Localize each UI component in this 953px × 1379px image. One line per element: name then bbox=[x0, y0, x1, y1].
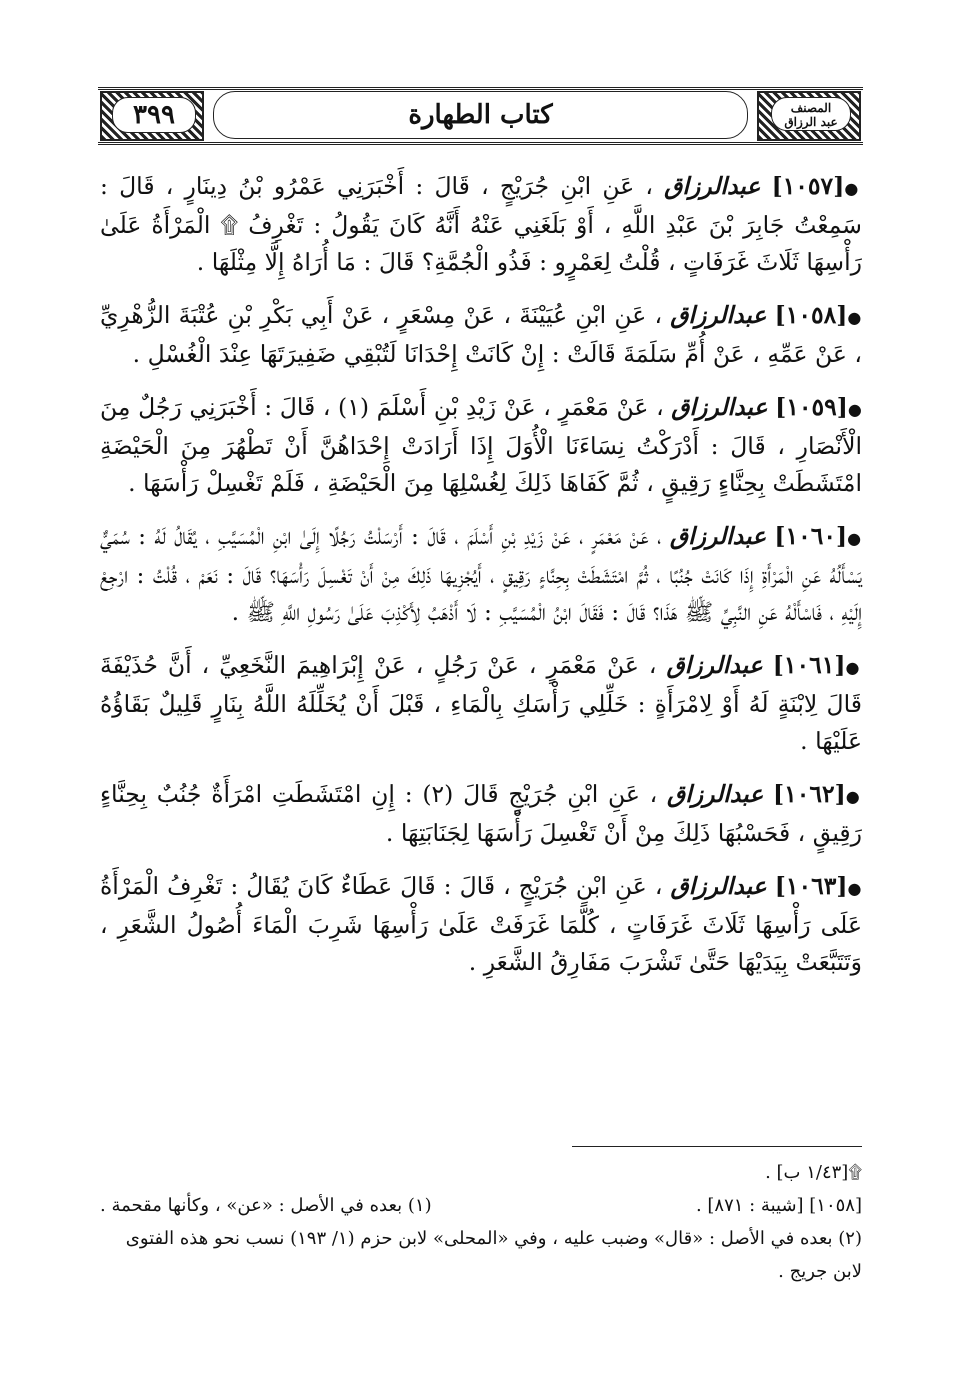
footnotes bbox=[100, 1156, 862, 1288]
footnote-row bbox=[100, 1189, 862, 1222]
hadith-narrator: عبدالرزاق bbox=[670, 301, 767, 329]
hadith-text: ، عَنِ ابْنِ جُرَيْجٍ قَالَ (٢) : إِنِ امْتَشَطَتِ امْرَأَةٌ جُنُبٌ بِحِنَّاءٍ رَقِيقٍ ، فَحَسْبُهَا ذَلِكَ مِنْ أَنْ تَغْسِلَ رَأْسَهَا لِجَنَابَتِهَا . bbox=[100, 780, 862, 847]
hadith-text: ، عَنْ مَعْمَرٍ ، عَنْ رَجُلٍ ، عَنْ إِبْرَاهِيمَ النَّخَعِيِّ ، أَنَّ حُذَيْفَةَ قَالَ لِابْنَةٍ لَهُ أَوْ لِامْرَأَةٍ : خَلِّلِي رَأْسَكِ بِالْمَاءِ ، قَبْلَ أَنْ يُخَلِّلَهُ اللَّهُ بِنَارٍ قَلِيلٌ بَقَاؤُهُ عَلَيْهَا . bbox=[100, 651, 862, 755]
bullet-icon: ● bbox=[844, 179, 862, 198]
footnote-folio: ۩[١/٤٣ ب] . bbox=[765, 1162, 862, 1183]
hadith-1059 bbox=[100, 389, 862, 502]
hadith-number: [١٠٥٩] bbox=[775, 393, 848, 421]
hadith-1058 bbox=[100, 297, 862, 373]
hadith-text: ، عَنِ ابْنِ جُرَيْجٍ ، قَالَ : أَخْبَرَنِي عَمْرُو بْنُ دِينَارٍ ، قَالَ : سَمِعْتُ جَابِرَ بْنَ عَبْدِ اللَّهِ ، أَوْ بَلَغَنِي عَنْهُ أَنَّهُ كَانَ يَقُولُ : تَغْرِفُ ۩ الْمَرْأَةُ عَلَىٰ رَأْسِهَا ثَلَاثَ غَرَفَاتٍ ، قُلْتُ لِعَمْرٍو : فَذُو الْجُمَّةِ؟ قَالَ : مَا أُرَاهُ إِلَّا مِثْلَهَا . bbox=[100, 172, 862, 276]
hadith-1062 bbox=[100, 776, 862, 852]
hadith-narrator: عبدالرزاق bbox=[664, 172, 761, 200]
hadith-narrator: عبدالرزاق bbox=[670, 872, 767, 900]
hadith-narrator: عبدالرزاق bbox=[669, 522, 767, 550]
hadith-1061 bbox=[100, 647, 862, 760]
bullet-icon: ● bbox=[847, 529, 862, 548]
hadith-number: [١٠٥٨] bbox=[774, 301, 848, 329]
hadith-1060 bbox=[100, 518, 862, 631]
bullet-icon: ● bbox=[845, 787, 862, 806]
footnote-divider bbox=[572, 1146, 862, 1147]
bullet-icon: ● bbox=[847, 400, 862, 419]
hadith-number: [١٠٦٠] bbox=[774, 522, 848, 550]
hadith-number: [١٠٦١] bbox=[772, 651, 846, 679]
hadith-narrator: عبدالرزاق bbox=[666, 651, 763, 679]
hadith-list bbox=[100, 168, 862, 997]
hadith-1063 bbox=[100, 868, 862, 981]
hadith-1057 bbox=[100, 168, 862, 281]
hadith-text: ، عَنْ مَعْمَرٍ ، عَنْ زَيْدِ بْنِ أَسْلَمَ ، قَالَ : أَرْسَلْتُ رَجُلًا إِلَىٰ ابْنِ الْمُسَيَّبِ ، يُقَالُ لَهُ : سُمَيٌّ يَسْأَلُهُ عَنِ الْمَرْأَةِ إِذَا كَانَتْ جُنُبًا ، ثُمَّ امْتَشَطَتْ بِحِنَّاءٍ رَقِيقٍ ، أَيُجْزِيهَا ذَلِكَ مِنْ أَنْ تَغْسِلَ رَأْسَهَا؟ قَالَ : نَعَمْ ، قُلْتُ : ارْجِعْ إِلَيْهِ ، فَاسْأَلْهُ عَنِ النَّبِيِّ ﷺ هَذَا؟ قَالَ : فَقَالَ ابْنُ الْمُسَيَّبِ : لَا أَذْهَبُ لِأَكْذِبَ عَلَىٰ رَسُولِ اللَّهِ ﷺ . bbox=[100, 522, 862, 626]
page-header bbox=[98, 87, 863, 145]
bullet-icon: ● bbox=[847, 308, 862, 327]
book-logo bbox=[771, 97, 851, 131]
hadith-narrator: عبدالرزاق bbox=[667, 780, 764, 808]
hadith-text: ، عَنْ مَعْمَرٍ ، عَنْ زَيْدِ بْنِ أَسْلَمَ (١) ، قَالَ : أَخْبَرَنِي رَجُلٌ مِنَ الْأَنْصَارِ ، قَالَ : أَدْرَكْتُ نِسَاءَنَا الْأُوَلَ إِذَا أَرَادَتْ إِحْدَاهُنَّ أَنْ تَطْهُرَ مِنَ الْحَيْضَةِ امْتَشَطَتْ بِحِنَّاءٍ رَقِيقٍ ، ثُمَّ كَفَاهَا ذَلِكَ لِغُسْلِهَا مِنَ الْحَيْضَةِ ، فَلَمْ تَغْسِلْ رَأْسَهَا . bbox=[100, 393, 862, 497]
footnote-1: (١) بعده في الأصل : «عن» ، وكأنها مقحمة . bbox=[100, 1195, 432, 1216]
footnote-2: (٢) بعده في الأصل : «قال» وضبب عليه ، وفي «المحلى» لابن حزم (١/ ١٩٣) نسب نحو هذه الفتوى لابن جريج . bbox=[125, 1228, 862, 1282]
hadith-number: [١٠٦٣] bbox=[774, 872, 848, 900]
hadith-number: [١٠٦٢] bbox=[772, 780, 846, 808]
hadith-text: ، عَنِ ابْنِ عُيَيْنَةَ ، عَنْ مِسْعَرٍ ، عَنْ أَبِي بَكْرِ بْنِ عُتْبَةَ الزُّهْرِيِّ ، عَنْ عَمِّهِ ، عَنْ أُمِّ سَلَمَةَ قَالَتْ : إِنْ كَانَتْ إِحْدَانَا لَتُبْقِي ضَفِيرَتَهَا عِنْدَ الْغُسْلِ . bbox=[100, 301, 862, 368]
bullet-icon: ● bbox=[847, 879, 862, 898]
bullet-icon: ● bbox=[845, 658, 862, 677]
hadith-narrator: عبدالرزاق bbox=[671, 393, 768, 421]
chapter-title: كتاب الطهارة bbox=[213, 91, 748, 139]
logo-line-1: المصنف bbox=[790, 101, 832, 115]
logo-line-2: عبد الرزاق bbox=[784, 115, 838, 129]
hadith-number: [١٠٥٧] bbox=[771, 172, 845, 200]
footnote-shaybah: [١٠٥٨] [شيبة : ٨٧١] . bbox=[695, 1195, 862, 1216]
page-number: ٣٩٩ bbox=[112, 97, 196, 133]
hadith-text: ، عَنِ ابْنِ جُرَيْجٍ ، قَالَ : قَالَ عَطَاءٌ كَانَ يُقَالُ : تَغْرِفُ الْمَرْأَةُ عَلَى رَأْسِهَا ثَلَاثَ غَرَفَاتٍ ، كُلَّمَا غَرَفَتْ عَلَىٰ رَأْسِهَا شَرِبَ الْمَاءَ أُصُولُ الشَّعَرِ ، وَتَتَبَّعَتْ بِيَدَيْهَا حَتَّىٰ تَشْرَبَ مَفَارِقُ الشَّعَرِ . bbox=[100, 872, 862, 976]
